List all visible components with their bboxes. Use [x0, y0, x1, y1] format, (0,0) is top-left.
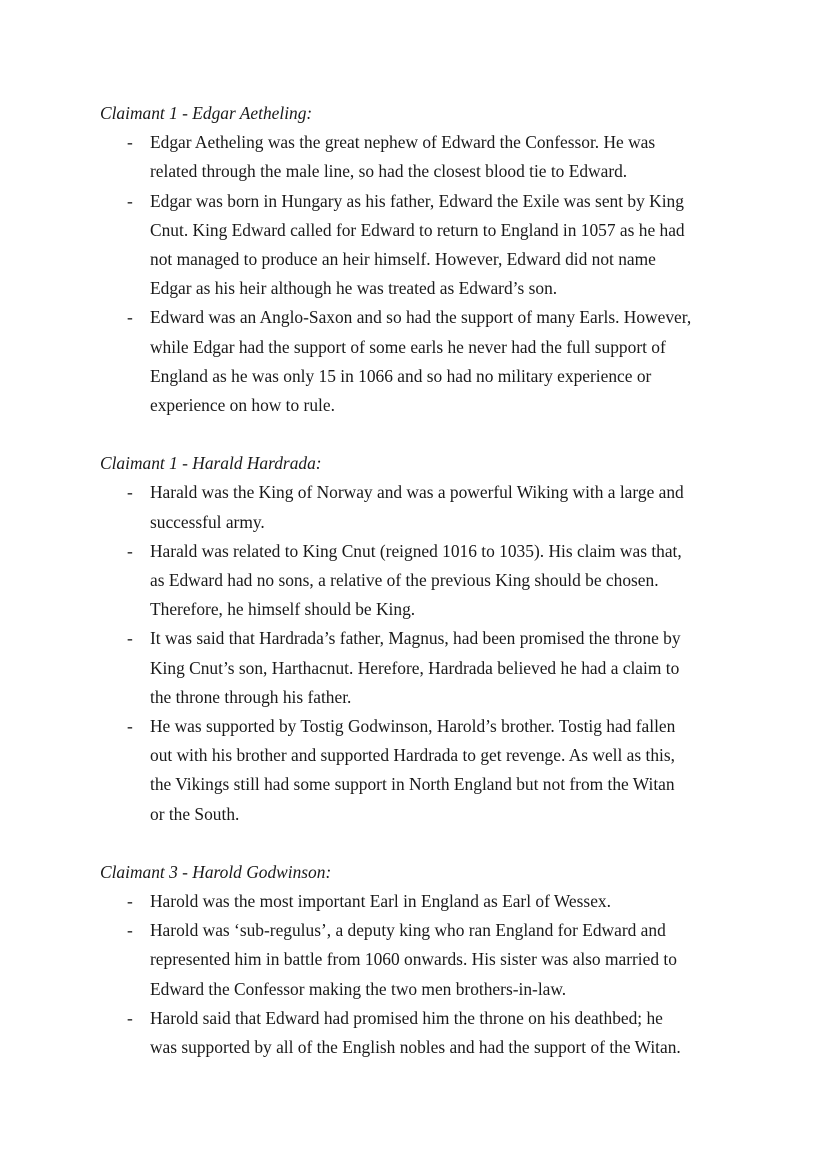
bullet-line [100, 333, 760, 362]
bullet-dash: - [127, 1007, 133, 1028]
bullet-line [100, 508, 760, 537]
bullet-text: Edgar as his heir although he was treated as Edward’s son. [150, 278, 558, 299]
bullet-text: Edward the Confessor making the two men brothers-in-law. [150, 978, 567, 999]
bullet-line [100, 566, 760, 595]
bullet-item [100, 303, 760, 420]
bullet-line [100, 945, 760, 974]
bullet-text: related through the male line, so had the closest blood tie to Edward. [150, 161, 628, 182]
bullet-line [100, 770, 760, 799]
bullet-item [100, 887, 760, 916]
bullet-text: Edgar Aetheling was the great nephew of Edward the Confessor. He was [150, 132, 656, 153]
claimant-section [100, 99, 760, 420]
bullet-dash: - [127, 190, 133, 211]
bullet-text: represented him in battle from 1060 onwards. His sister was also married to [150, 949, 677, 970]
bullet-line [100, 537, 760, 566]
bullet-line [100, 303, 760, 332]
bullet-text: not managed to produce an heir himself. However, Edward did not name [150, 248, 656, 269]
bullet-line [100, 683, 760, 712]
bullet-text: the Vikings still had some support in North England but not from the Witan [150, 774, 675, 795]
bullet-text: or the South. [150, 803, 240, 824]
section-heading: Claimant 1 - Harald Hardrada: [100, 453, 322, 474]
bullet-item [100, 916, 760, 1004]
bullet-text: Edgar was born in Hungary as his father, Edward the Exile was sent by King [150, 190, 684, 211]
bullet-item [100, 624, 760, 712]
section-heading: Claimant 1 - Edgar Aetheling: [100, 103, 313, 123]
bullet-item [100, 537, 760, 625]
section-spacer [100, 829, 760, 858]
bullet-line [100, 274, 760, 303]
bullet-text: Therefore, he himself should be King. [150, 599, 416, 620]
bullet-line [100, 916, 760, 945]
bullet-line [100, 1004, 760, 1033]
bullet-dash: - [127, 920, 133, 941]
bullet-line [100, 391, 760, 420]
bullet-item [100, 712, 760, 829]
bullet-item [100, 187, 760, 304]
bullet-line [100, 128, 760, 157]
bullet-text: King Cnut’s son, Harthacnut. Herefore, Hardrada believed he had a claim to [150, 657, 680, 678]
bullet-dash: - [127, 715, 133, 736]
claimant-section [100, 449, 760, 828]
bullet-item [100, 128, 760, 186]
bullet-line [100, 187, 760, 216]
bullet-line [100, 362, 760, 391]
bullet-text: successful army. [150, 511, 265, 532]
bullet-item [100, 1004, 760, 1062]
bullet-line [100, 157, 760, 186]
bullet-text: Harold said that Edward had promised him the throne on his deathbed; he [150, 1007, 663, 1028]
bullet-text: Harald was the King of Norway and was a powerful Wiking with a large and [150, 482, 684, 503]
bullet-dash: - [127, 482, 133, 503]
bullet-item [100, 478, 760, 536]
bullet-text: He was supported by Tostig Godwinson, Harold’s brother. Tostig had fallen [150, 715, 676, 736]
bullet-line [100, 887, 760, 916]
bullet-text: Edward was an Anglo-Saxon and so had the support of many Earls. However, [150, 307, 692, 328]
bullet-line [100, 975, 760, 1004]
bullet-line [100, 741, 760, 770]
bullet-line [100, 245, 760, 274]
bullet-text: while Edgar had the support of some earls he never had the full support of [150, 336, 666, 357]
bullet-text: Cnut. King Edward called for Edward to return to England in 1057 as he had [150, 219, 685, 240]
bullet-line [100, 1033, 760, 1062]
bullet-dash: - [127, 307, 133, 328]
bullet-text: Harold was ‘sub-regulus’, a deputy king who ran England for Edward and [150, 920, 666, 941]
bullet-line [100, 624, 760, 653]
bullet-text: Harold was the most important Earl in England as Earl of Wessex. [150, 891, 611, 912]
bullet-dash: - [127, 132, 133, 153]
bullet-text: was supported by all of the English nobles and had the support of the Witan. [150, 1037, 681, 1057]
bullet-dash: - [127, 540, 133, 561]
bullet-text: Harald was related to King Cnut (reigned 1016 to 1035). His claim was that, [150, 540, 682, 561]
document-body [100, 99, 760, 1062]
bullet-line [100, 654, 760, 683]
bullet-text: out with his brother and supported Hardrada to get revenge. As well as this, [150, 745, 675, 766]
bullet-line [100, 712, 760, 741]
bullet-line [100, 478, 760, 507]
bullet-text: as Edward had no sons, a relative of the previous King should be chosen. [150, 570, 659, 590]
bullet-text: It was said that Hardrada’s father, Magnus, had been promised the throne by [150, 628, 681, 649]
section-spacer [100, 420, 760, 449]
bullet-dash: - [127, 628, 133, 649]
bullet-line [100, 595, 760, 624]
bullet-text: England as he was only 15 in 1066 and so had no military experience or [150, 365, 652, 386]
claimant-section [100, 858, 760, 1062]
bullet-text: experience on how to rule. [150, 394, 335, 415]
section-heading: Claimant 3 - Harold Godwinson: [100, 861, 332, 882]
bullet-text: the throne through his father. [150, 686, 352, 707]
bullet-line [100, 216, 760, 245]
bullet-line [100, 800, 760, 829]
bullet-dash: - [127, 891, 133, 912]
